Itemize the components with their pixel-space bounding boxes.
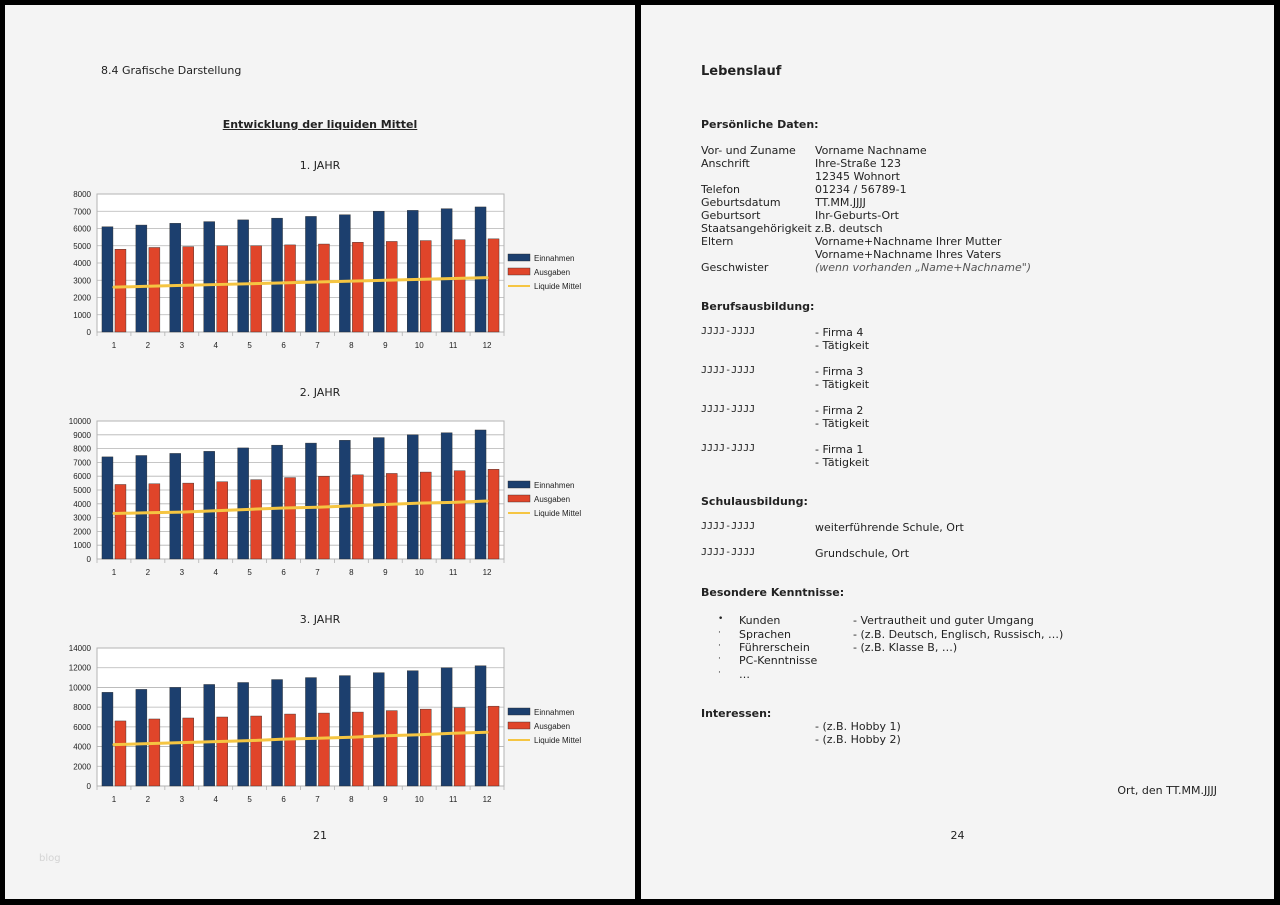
einnahmen-bar (136, 689, 147, 786)
ausgaben-bar (420, 709, 431, 786)
einnahmen-bar (475, 666, 486, 786)
x-tick-label: 8 (349, 341, 354, 350)
x-tick-label: 9 (383, 795, 388, 804)
einnahmen-bar (441, 433, 452, 559)
x-tick-label: 3 (179, 795, 185, 804)
chart-2-title: 2. JAHR (299, 386, 341, 399)
ausgaben-bar (318, 244, 329, 332)
einnahmen-bar (272, 445, 283, 559)
einnahmen-bar (373, 211, 384, 332)
chart-1-title: 1. JAHR (299, 159, 341, 172)
legend-swatch-ausgaben (508, 722, 530, 729)
x-tick-label: 1 (111, 795, 117, 804)
einnahmen-bar (339, 215, 350, 332)
birthdate-value: TT.MM.JJJJ (815, 196, 866, 209)
ausgaben-bar (454, 708, 465, 786)
x-tick-label: 2 (145, 568, 151, 577)
legend-swatch-ausgaben (508, 268, 530, 275)
ausgaben-bar (386, 711, 397, 786)
x-tick-label: 2 (145, 795, 151, 804)
ausgaben-bar (352, 712, 363, 786)
y-tick-label: 3000 (73, 276, 91, 286)
einnahmen-bar (170, 687, 181, 786)
training-company: - Firma 3 (815, 365, 864, 378)
x-tick-label: 8 (349, 568, 354, 577)
ausgaben-bar (217, 482, 228, 559)
legend-swatch-ausgaben (508, 495, 530, 502)
training-period: JJJJ-JJJJ (701, 404, 756, 415)
ausgaben-bar (183, 247, 194, 332)
training-period: JJJJ-JJJJ (701, 326, 756, 337)
x-tick-label: 3 (179, 568, 185, 577)
nationality-label: Staatsangehörigkeit (701, 222, 812, 235)
einnahmen-bar (407, 435, 418, 559)
ausgaben-bar (285, 478, 296, 559)
siblings-value: (wenn vorhanden „Name+Nachname") (815, 261, 1032, 274)
x-tick-label: 10 (414, 795, 424, 804)
training-activity: - Tätigkeit (815, 417, 870, 430)
einnahmen-bar (204, 684, 215, 786)
ausgaben-bar (115, 484, 126, 559)
ausgaben-bar (251, 480, 262, 559)
birthdate-label: Geburtsdatum (701, 196, 781, 209)
siblings-label: Geschwister (701, 261, 769, 274)
y-tick-label: 9000 (73, 430, 91, 440)
y-tick-label: 12000 (68, 663, 91, 673)
einnahmen-bar (170, 223, 181, 332)
school-period: JJJJ-JJJJ (701, 521, 756, 532)
legend-swatch-einnahmen (508, 254, 530, 261)
x-tick-label: 7 (315, 795, 320, 804)
skill-detail: - Vertrautheit und guter Umgang (853, 614, 1034, 627)
ausgaben-bar (488, 706, 499, 786)
einnahmen-bar (204, 222, 215, 332)
school-name: weiterführende Schule, Ort (815, 521, 964, 534)
einnahmen-bar (238, 448, 249, 559)
y-tick-label: 8000 (73, 444, 91, 454)
x-tick-label: 12 (482, 341, 492, 350)
section-heading: 8.4 Grafische Darstellung (101, 64, 242, 77)
y-tick-label: 4000 (73, 742, 91, 752)
einnahmen-bar (441, 209, 452, 332)
y-tick-label: 5000 (73, 486, 91, 495)
skill-name: Sprachen (739, 628, 791, 641)
training-heading: Berufsausbildung: (701, 300, 815, 313)
name-label: Vor- und Zuname (701, 144, 796, 157)
birthplace-label: Geburtsort (701, 209, 761, 222)
bullet-icon: · (718, 628, 721, 638)
einnahmen-bar (170, 453, 181, 559)
legend-swatch-einnahmen (508, 708, 530, 715)
einnahmen-bar (407, 210, 418, 332)
x-tick-label: 6 (281, 341, 286, 350)
name-value: Vorname Nachname (815, 144, 927, 157)
ausgaben-bar (285, 245, 296, 332)
x-tick-label: 7 (315, 341, 320, 350)
ausgaben-bar (251, 716, 262, 786)
ausgaben-bar (217, 246, 228, 332)
ausgaben-bar (352, 475, 363, 559)
ausgaben-bar (115, 721, 126, 786)
skills-heading: Besondere Kenntnisse: (701, 586, 845, 599)
training-activity: - Tätigkeit (815, 339, 870, 352)
legend-label: Einnahmen (534, 481, 575, 490)
x-tick-label: 1 (111, 341, 117, 350)
einnahmen-bar (204, 451, 215, 559)
y-tick-label: 0 (86, 782, 91, 791)
skill-name: Kunden (739, 614, 781, 627)
training-company: - Firma 2 (815, 404, 864, 417)
x-tick-label: 4 (213, 568, 218, 577)
einnahmen-bar (441, 668, 452, 786)
x-tick-label: 5 (247, 568, 252, 577)
legend-label: Ausgaben (534, 722, 571, 731)
ausgaben-bar (488, 239, 499, 332)
school-name: Grundschule, Ort (815, 547, 910, 560)
x-tick-label: 7 (315, 568, 320, 577)
y-tick-label: 10000 (68, 683, 91, 693)
skill-name: … (739, 668, 750, 681)
bullet-icon: · (718, 654, 721, 664)
ausgaben-bar (285, 714, 296, 786)
x-tick-label: 1 (111, 568, 117, 577)
training-activity: - Tätigkeit (815, 378, 870, 391)
training-period: JJJJ-JJJJ (701, 365, 756, 376)
training-activity: - Tätigkeit (815, 456, 870, 469)
interests-heading: Interessen: (701, 707, 772, 720)
einnahmen-bar (475, 430, 486, 559)
y-tick-label: 14000 (68, 644, 91, 653)
y-tick-label: 2000 (73, 762, 91, 772)
x-tick-label: 10 (414, 341, 424, 350)
legend-label: Ausgaben (534, 495, 571, 504)
y-tick-label: 0 (86, 555, 91, 564)
x-tick-label: 11 (448, 795, 458, 804)
address-line-2: 12345 Wohnort (815, 170, 900, 183)
einnahmen-bar (339, 676, 350, 786)
chart-year-3 (45, 639, 595, 811)
legend-label: Einnahmen (534, 254, 575, 263)
ausgaben-bar (454, 240, 465, 332)
y-tick-label: 3000 (73, 513, 91, 523)
einnahmen-bar (102, 692, 113, 786)
ausgaben-bar (183, 483, 194, 559)
x-tick-label: 9 (383, 341, 388, 350)
einnahmen-bar (373, 438, 384, 559)
ausgaben-bar (352, 242, 363, 332)
x-tick-label: 6 (281, 568, 286, 577)
einnahmen-bar (407, 671, 418, 786)
chart-year-2 (45, 412, 595, 584)
interest-item: - (z.B. Hobby 1) (815, 720, 901, 733)
school-heading: Schulausbildung: (701, 495, 808, 508)
x-tick-label: 5 (247, 341, 252, 350)
legend-label: Einnahmen (534, 708, 575, 717)
y-tick-label: 7000 (73, 458, 91, 468)
y-tick-label: 5000 (73, 241, 91, 251)
y-tick-label: 6000 (73, 722, 91, 732)
y-tick-label: 1000 (73, 310, 91, 320)
place-date: Ort, den TT.MM.JJJJ (1117, 784, 1217, 797)
skill-detail: - (z.B. Klasse B, …) (853, 641, 958, 654)
address-label: Anschrift (701, 157, 750, 170)
bullet-icon: · (718, 668, 721, 678)
x-tick-label: 6 (281, 795, 286, 804)
y-tick-label: 8000 (73, 190, 91, 199)
einnahmen-bar (373, 673, 384, 786)
y-tick-label: 0 (86, 328, 91, 337)
einnahmen-bar (238, 220, 249, 332)
einnahmen-bar (475, 207, 486, 332)
chart-3-title: 3. JAHR (299, 613, 341, 626)
einnahmen-bar (272, 218, 283, 332)
x-tick-label: 11 (448, 568, 458, 577)
parents-line-1: Vorname+Nachname Ihrer Mutter (815, 235, 1002, 248)
right-page (641, 5, 1274, 899)
x-tick-label: 4 (213, 795, 218, 804)
ausgaben-bar (183, 718, 194, 786)
y-tick-label: 8000 (73, 703, 91, 713)
parents-label: Eltern (701, 235, 734, 248)
y-tick-label: 1000 (73, 541, 91, 551)
x-tick-label: 10 (414, 568, 424, 577)
ausgaben-bar (318, 476, 329, 559)
bullet-icon: · (718, 641, 721, 651)
x-tick-label: 4 (213, 341, 218, 350)
interest-item: - (z.B. Hobby 2) (815, 733, 901, 746)
einnahmen-bar (305, 443, 316, 559)
birthplace-value: Ihr-Geburts-Ort (815, 209, 899, 222)
x-tick-label: 8 (349, 795, 354, 804)
ausgaben-bar (454, 471, 465, 559)
ausgaben-bar (318, 713, 329, 786)
page-number-right: 24 (950, 829, 965, 842)
ausgaben-bar (386, 241, 397, 332)
einnahmen-bar (238, 683, 249, 787)
phone-value: 01234 / 56789-1 (815, 183, 907, 196)
einnahmen-bar (272, 680, 283, 786)
einnahmen-bar (102, 227, 113, 332)
nationality-value: z.B. deutsch (815, 222, 883, 235)
skill-name: Führerschein (739, 641, 810, 654)
personal-heading: Persönliche Daten: (701, 118, 819, 131)
training-company: - Firma 4 (815, 326, 864, 339)
bullet-icon: • (718, 614, 724, 624)
skill-detail: - (z.B. Deutsch, Englisch, Russisch, …) (853, 628, 1064, 641)
x-tick-label: 11 (448, 341, 458, 350)
y-tick-label: 7000 (73, 207, 91, 217)
cv-title: Lebenslauf (701, 64, 782, 79)
ausgaben-bar (149, 719, 160, 786)
ausgaben-bar (420, 241, 431, 332)
legend-swatch-einnahmen (508, 481, 530, 488)
ausgaben-bar (386, 473, 397, 559)
address-line-1: Ihre-Straße 123 (815, 157, 901, 170)
einnahmen-bar (136, 456, 147, 560)
x-tick-label: 5 (247, 795, 252, 804)
page-title: Entwicklung der liquiden Mittel (222, 118, 418, 131)
watermark: blog (39, 853, 61, 864)
ausgaben-bar (420, 472, 431, 559)
legend-label: Liquide Mittel (534, 509, 582, 518)
legend-label: Liquide Mittel (534, 282, 582, 291)
y-tick-label: 2000 (73, 527, 91, 537)
einnahmen-bar (305, 678, 316, 786)
einnahmen-bar (339, 440, 350, 559)
einnahmen-bar (102, 457, 113, 559)
phone-label: Telefon (701, 183, 741, 196)
y-tick-label: 4000 (73, 259, 91, 268)
x-tick-label: 3 (179, 341, 185, 350)
y-tick-label: 6000 (73, 472, 91, 482)
einnahmen-bar (136, 225, 147, 332)
ausgaben-bar (488, 469, 499, 559)
skill-name: PC-Kenntnisse (739, 654, 818, 667)
y-tick-label: 10000 (68, 417, 91, 426)
einnahmen-bar (305, 216, 316, 332)
ausgaben-bar (217, 717, 228, 786)
x-tick-label: 2 (145, 341, 151, 350)
y-tick-label: 4000 (73, 499, 91, 509)
ausgaben-bar (115, 249, 126, 332)
legend-label: Ausgaben (534, 268, 571, 277)
y-tick-label: 2000 (73, 293, 91, 303)
legend-label: Liquide Mittel (534, 736, 582, 745)
training-company: - Firma 1 (815, 443, 864, 456)
training-period: JJJJ-JJJJ (701, 443, 756, 454)
x-tick-label: 12 (482, 795, 492, 804)
y-tick-label: 6000 (73, 224, 91, 234)
ausgaben-bar (149, 484, 160, 559)
ausgaben-bar (251, 246, 262, 332)
x-tick-label: 12 (482, 568, 492, 577)
chart-year-1 (45, 185, 595, 357)
x-tick-label: 9 (383, 568, 388, 577)
school-period: JJJJ-JJJJ (701, 547, 756, 558)
page-number-left: 21 (313, 829, 327, 842)
ausgaben-bar (149, 247, 160, 332)
parents-line-2: Vorname+Nachname Ihres Vaters (815, 248, 1002, 261)
left-page (5, 5, 635, 899)
